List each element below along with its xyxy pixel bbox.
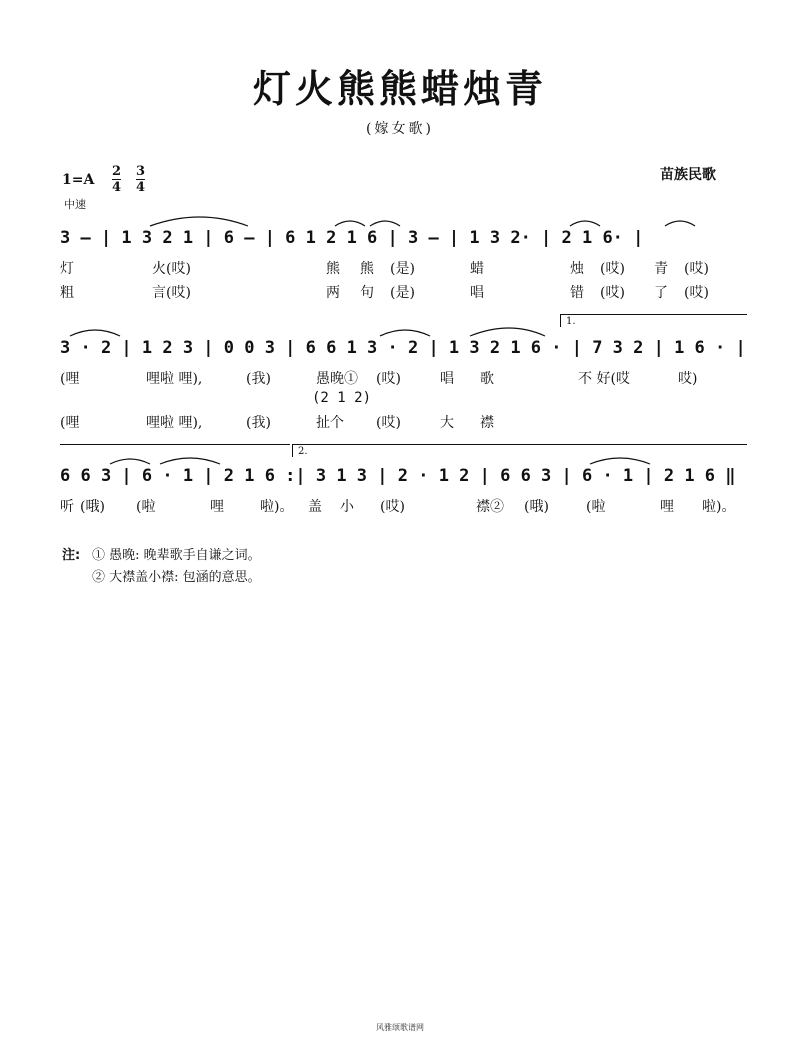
lyric-word: 歌	[480, 371, 494, 387]
footnote-1: ① 愚晚: 晚辈歌手自谦之词。	[92, 548, 261, 563]
lyric-word: 大	[440, 415, 454, 431]
lyric-word: (哎)	[376, 371, 401, 387]
lyric-word: 盖	[308, 499, 322, 515]
notation-line: 3 – | 1 3 2 1 | 6 – | 6 1 2 1 6 | 3 – | 1 3 2· | 2 1 6· |	[60, 228, 644, 248]
lyric-word: 句	[360, 285, 374, 301]
song-subtitle: (嫁女歌)	[366, 121, 434, 137]
song-title: 灯火熊熊蜡烛青	[252, 66, 547, 111]
notation-line: 3 · 2 | 1 2 3 | 0 0 3 | 6 6 1 3 · 2 | 1 3 2 1 6 · | 7 3 2 | 1 6 · |	[60, 338, 746, 358]
lyric-word: 唱	[440, 371, 454, 387]
lyric-line-2-3	[60, 412, 760, 432]
lyric-word: (哩	[60, 371, 80, 387]
volta-bracket-2	[292, 444, 747, 457]
lyric-word: (哦)	[80, 499, 105, 515]
lyric-word: 了	[654, 285, 668, 301]
volta-label-2: 2.	[298, 446, 308, 457]
lyric-word: 熊	[326, 261, 340, 277]
lyric-word: (哎)	[684, 285, 709, 301]
slur-mark	[335, 221, 365, 226]
slur-mark	[70, 330, 120, 336]
slur-mark	[160, 458, 220, 464]
slur-mark	[380, 330, 430, 336]
lyric-line-2-2	[60, 390, 760, 408]
meter-numerator: 2	[112, 164, 122, 179]
volta-label-1: 1.	[566, 316, 576, 327]
meter-denominator: 4	[112, 180, 122, 195]
lyric-word: 哩啦 哩),	[146, 371, 203, 387]
volta-line-first-ending	[60, 444, 290, 445]
lyric-word: 愚晚①	[316, 371, 358, 387]
lyric-word: 啦)。	[260, 499, 294, 515]
page-footer: 风雅颂歌谱网	[376, 1023, 424, 1032]
lyric-word: 言(哎)	[152, 285, 191, 301]
volta-bracket-1	[560, 314, 747, 327]
lyric-word: 扯个	[316, 415, 344, 431]
slur-mark	[110, 459, 150, 464]
lyric-word: 小	[340, 499, 354, 515]
lyric-word: (我)	[246, 371, 271, 387]
lyric-word: (哦)	[524, 499, 549, 515]
song-source: 苗族民歌	[660, 167, 716, 183]
lyric-word: 唱	[470, 285, 484, 301]
lyric-word: 蜡	[470, 261, 484, 277]
lyric-word: (是)	[390, 261, 415, 277]
lyric-word: 火(哎)	[152, 261, 191, 277]
lyric-word: 啦)。	[702, 499, 736, 515]
key-signature: 1=A	[62, 172, 95, 188]
lyric-word: 两	[326, 285, 340, 301]
slur-mark	[150, 217, 248, 226]
lyric-word: 灯	[60, 261, 74, 277]
lyric-line-1-1	[60, 258, 760, 278]
lyric-word: 襟②	[476, 499, 504, 515]
meter-denominator: 4	[136, 180, 146, 195]
lyric-word: (哎)	[600, 261, 625, 277]
lyric-word: 错	[570, 285, 584, 301]
lyric-word: 青	[654, 261, 668, 277]
lyric-word: (哎)	[380, 499, 405, 515]
lyric-word: 哎)	[678, 371, 698, 387]
lyric-word: 烛	[570, 261, 584, 277]
lyric-word: (啦	[136, 499, 156, 515]
lyric-word: 不 好(哎	[578, 371, 630, 387]
meter-3-4	[136, 165, 145, 194]
lyric-word: 听	[60, 499, 74, 515]
lyric-word: (是)	[390, 285, 415, 301]
lyric-word: 哩	[660, 499, 674, 515]
meter-2-4	[112, 165, 121, 194]
slur-mark	[370, 221, 400, 226]
slur-mark	[590, 458, 650, 464]
lyric-word: (哩	[60, 415, 80, 431]
lyric-word: (啦	[586, 499, 606, 515]
lyric-word: 熊	[360, 261, 374, 277]
tempo-marking: 中速	[64, 198, 86, 211]
slur-mark	[570, 221, 600, 226]
notation-line: 6 6 3 | 6 · 1 | 2 1 6 :| 3 1 3 | 2 · 1 2 | 6 6 3 | 6 · 1 | 2 1 6 ‖	[60, 466, 736, 486]
lyric-word: (哎)	[376, 415, 401, 431]
lyric-word: (哎)	[684, 261, 709, 277]
alternate-notes: (2 1 2)	[312, 390, 372, 406]
footnote-2: ② 大襟盖小襟: 包涵的意思。	[92, 570, 261, 585]
slur-mark	[470, 328, 545, 336]
lyric-word: 哩	[210, 499, 224, 515]
footnotes	[62, 544, 562, 604]
lyric-word: (我)	[246, 415, 271, 431]
lyric-word: (哎)	[600, 285, 625, 301]
lyric-word: 襟	[480, 415, 494, 431]
lyric-line-1-2	[60, 282, 760, 302]
footnotes-label: 注:	[62, 548, 81, 563]
lyric-line-2-1	[60, 368, 760, 388]
lyric-word: 粗	[60, 285, 74, 301]
lyric-word: 哩啦 哩),	[146, 415, 203, 431]
slur-mark	[665, 221, 695, 226]
meter-numerator: 3	[136, 164, 146, 179]
lyric-line-3-1	[60, 496, 770, 516]
